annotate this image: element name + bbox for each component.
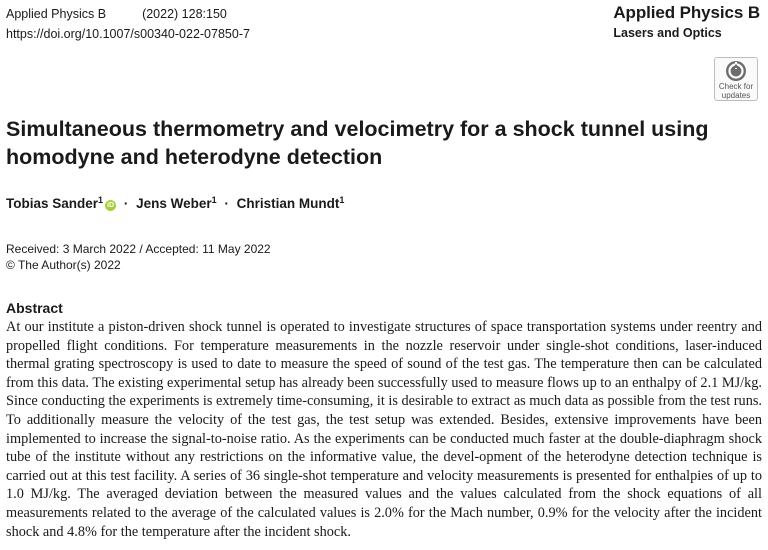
author-affiliation: 1 bbox=[339, 195, 345, 205]
check-updates-icon bbox=[725, 60, 747, 82]
abstract-heading: Abstract bbox=[6, 300, 63, 316]
copyright-notice: © The Author(s) 2022 bbox=[6, 258, 121, 272]
journal-name: Applied Physics B bbox=[6, 7, 107, 21]
journal-brand: Applied Physics B bbox=[613, 3, 760, 22]
publication-dates bbox=[6, 241, 271, 273]
journal-reference bbox=[6, 4, 250, 24]
author-separator: · bbox=[123, 196, 129, 211]
author-name[interactable]: Christian Mundt bbox=[236, 196, 340, 211]
author-list bbox=[6, 195, 344, 213]
doi-link[interactable]: https://doi.org/10.1007/s00340-022-07850-7 bbox=[6, 27, 250, 41]
received-accepted-dates: Received: 3 March 2022 / Accepted: 11 May 2022 bbox=[6, 242, 271, 256]
journal-subtitle: Lasers and Optics bbox=[613, 26, 722, 40]
journal-brand-block bbox=[613, 2, 760, 42]
author-name[interactable]: Jens Weber bbox=[136, 196, 212, 211]
paper-title: Simultaneous thermometry and velocimetry for a shock tunnel using homodyne and heterodyne detection bbox=[6, 117, 709, 169]
abstract-text: At our institute a piston-driven shock tunnel is operated to investigate structures of space transportation systems under reentry and propelled flight conditions. For temperature measurements in the nozzle reservoir under single-shot conditions, laser-induced thermal grating spectroscopy is used to date to measure the speed of sound of the test gas. The temperature then can be calculated from this data. The existing experimental setup has already been successfully used to measure flows up to an enthalpy of 2.1 MJ/kg. Since conducting the experiments is extremely time-consuming, it is desirable to extract as much data as possible from the test runs. To additionally measure the velocity of the test gas, the test setup was extended. Besides, extensive improvements have been implemented to increase the signal-to-noise ratio. As the experiments can be conducted much faster at the double-diaphragm shock tube of the institute without any restrictions on the informative value, the devel-opment of the heterodyne detection technique is carried out at this test facility. A series of 36 single-shot temperature and velocity measurements is presented for enthalpies of up to 1.0 MJ/kg. The averaged deviation between the measured values and the values calculated from the shock equations of all measurements related to the average of the calculated values is 2.0% for the Mach number, 0.9% for the velocity after the incident shock and 4.8% for the temperature after the incident shock. bbox=[6, 319, 762, 540]
author-name[interactable]: Tobias Sander bbox=[6, 196, 99, 211]
orcid-icon[interactable]: iD bbox=[107, 202, 115, 209]
author-affiliation: 1 bbox=[211, 195, 217, 205]
volume-info: (2022) 128:150 bbox=[142, 7, 227, 21]
check-for-updates-button[interactable] bbox=[714, 57, 758, 101]
article-header bbox=[6, 4, 250, 44]
check-updates-label-1: Check for bbox=[718, 82, 754, 91]
author-affiliation: 1 bbox=[98, 195, 104, 205]
author-separator: · bbox=[224, 196, 229, 211]
check-updates-label-2: updates bbox=[721, 91, 751, 100]
